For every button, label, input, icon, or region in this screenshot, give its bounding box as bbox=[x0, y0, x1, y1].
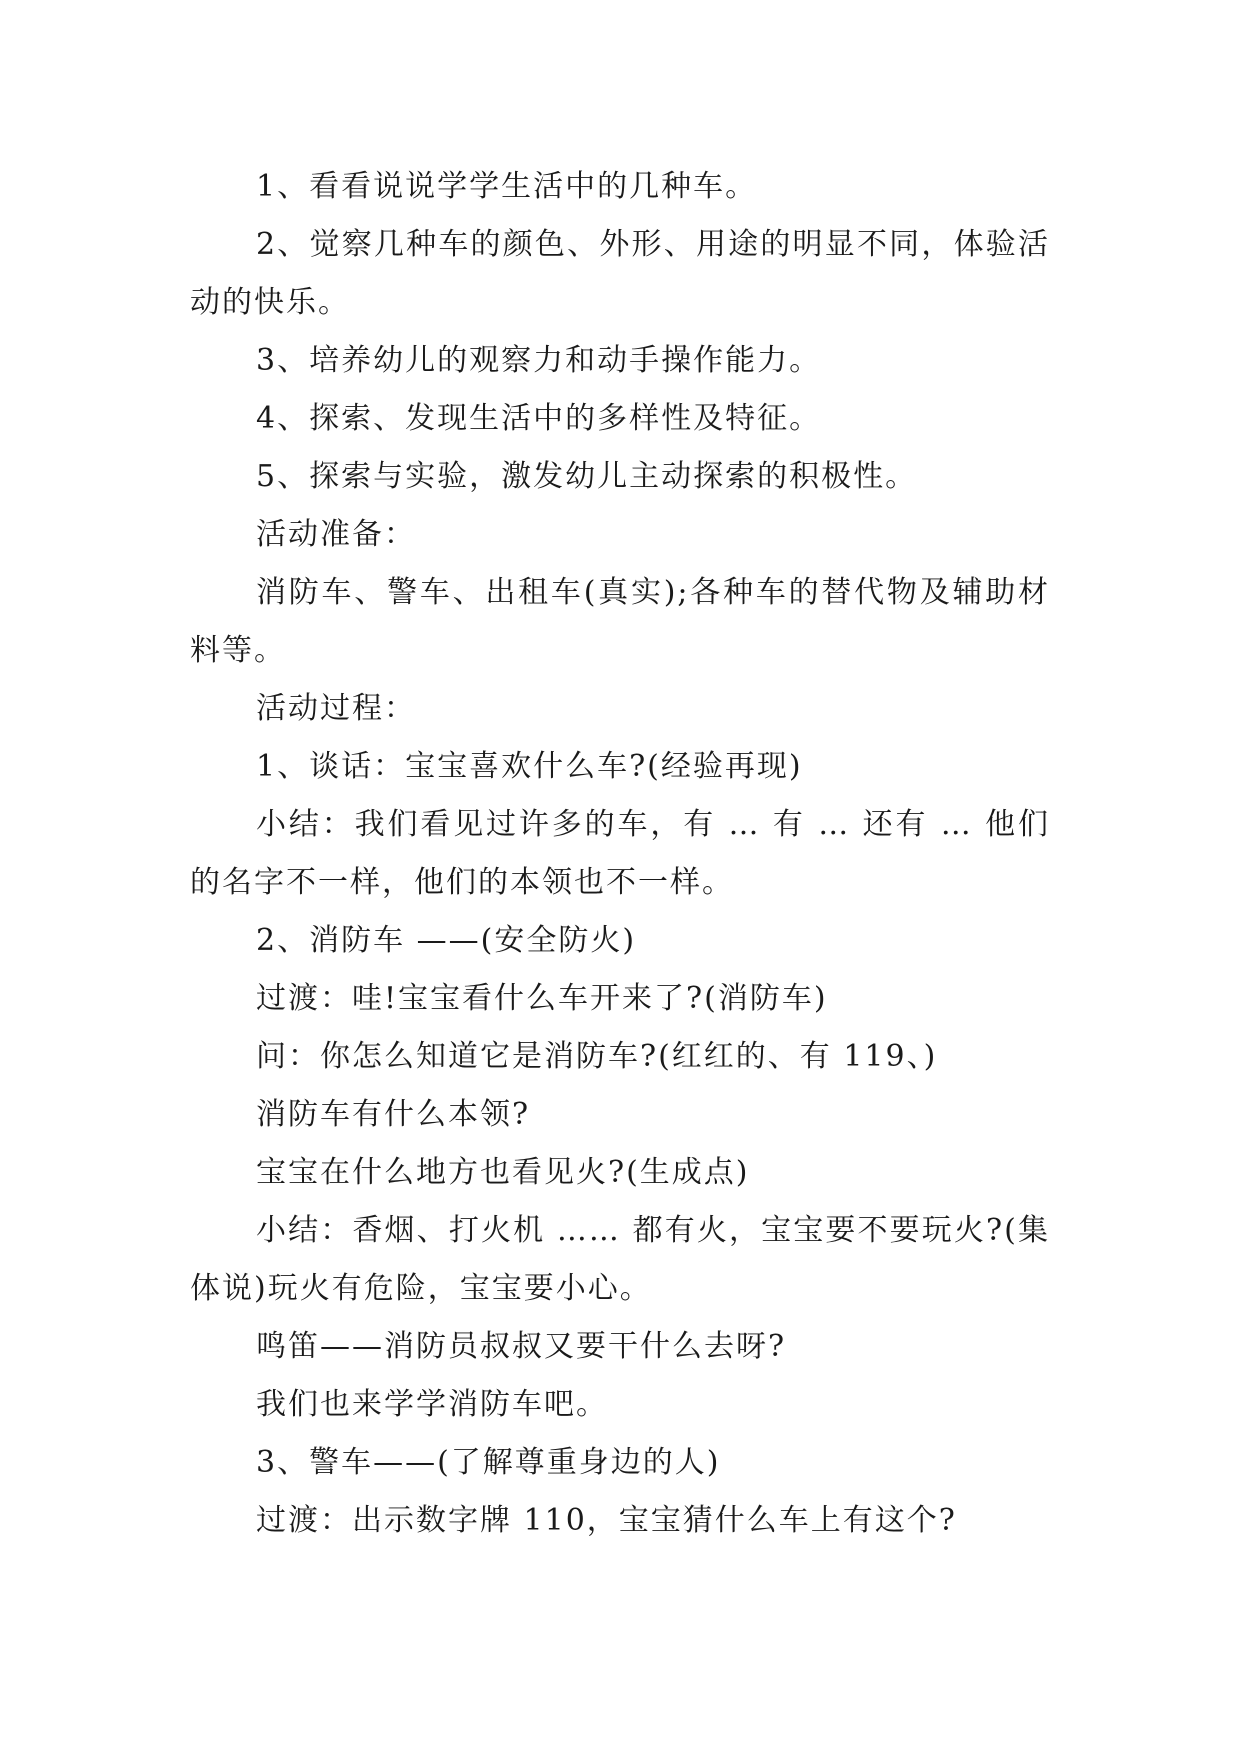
paragraph-question-3: 宝宝在什么地方也看见火?(生成点) bbox=[256, 1155, 750, 1190]
section-heading-preparation: 活动准备： bbox=[256, 517, 416, 552]
paragraph-step-2: 2、消防车 ——(安全防火) bbox=[256, 923, 637, 958]
paragraph-goal-5: 5、探索与实验，激发幼儿主动探索的积极性。 bbox=[256, 459, 918, 494]
paragraph-step-3: 3、警车——(了解尊重身边的人) bbox=[256, 1445, 721, 1480]
paragraph-goal-1: 1、看看说说学学生活中的几种车。 bbox=[256, 169, 758, 204]
paragraph-goal-4: 4、探索、发现生活中的多样性及特征。 bbox=[256, 401, 822, 436]
paragraph-question-1: 问：你怎么知道它是消防车?(红红的、有 119、) bbox=[256, 1039, 938, 1074]
document-body bbox=[190, 158, 1050, 1550]
paragraph-transition-1: 过渡：哇!宝宝看什么车开来了?(消防车) bbox=[256, 981, 828, 1016]
paragraph-goal-2: 2、觉察几种车的颜色、外形、用途的明显不同，体验活动的快乐。 bbox=[190, 227, 1050, 320]
paragraph-goal-3: 3、培养幼儿的观察力和动手操作能力。 bbox=[256, 343, 822, 378]
paragraph-transition-2: 过渡：出示数字牌 110，宝宝猜什么车上有这个? bbox=[256, 1503, 957, 1538]
paragraph-summary-2: 小结：香烟、打火机 …… 都有火，宝宝要不要玩火?(集体说)玩火有危险，宝宝要小心。 bbox=[190, 1213, 1050, 1306]
paragraph-question-2: 消防车有什么本领? bbox=[256, 1097, 531, 1132]
section-heading-process: 活动过程： bbox=[256, 691, 416, 726]
paragraph-imitate: 我们也来学学消防车吧。 bbox=[256, 1387, 608, 1422]
paragraph-whistle: 鸣笛——消防员叔叔又要干什么去呀? bbox=[256, 1329, 787, 1364]
paragraph-step-1: 1、谈话：宝宝喜欢什么车?(经验再现) bbox=[256, 749, 803, 784]
paragraph-summary-1: 小结：我们看见过许多的车，有 … 有 … 还有 … 他们的名字不一样，他们的本领也不一样。 bbox=[190, 807, 1050, 900]
paragraph-preparation-materials: 消防车、警车、出租车(真实);各种车的替代物及辅助材料等。 bbox=[190, 575, 1050, 668]
